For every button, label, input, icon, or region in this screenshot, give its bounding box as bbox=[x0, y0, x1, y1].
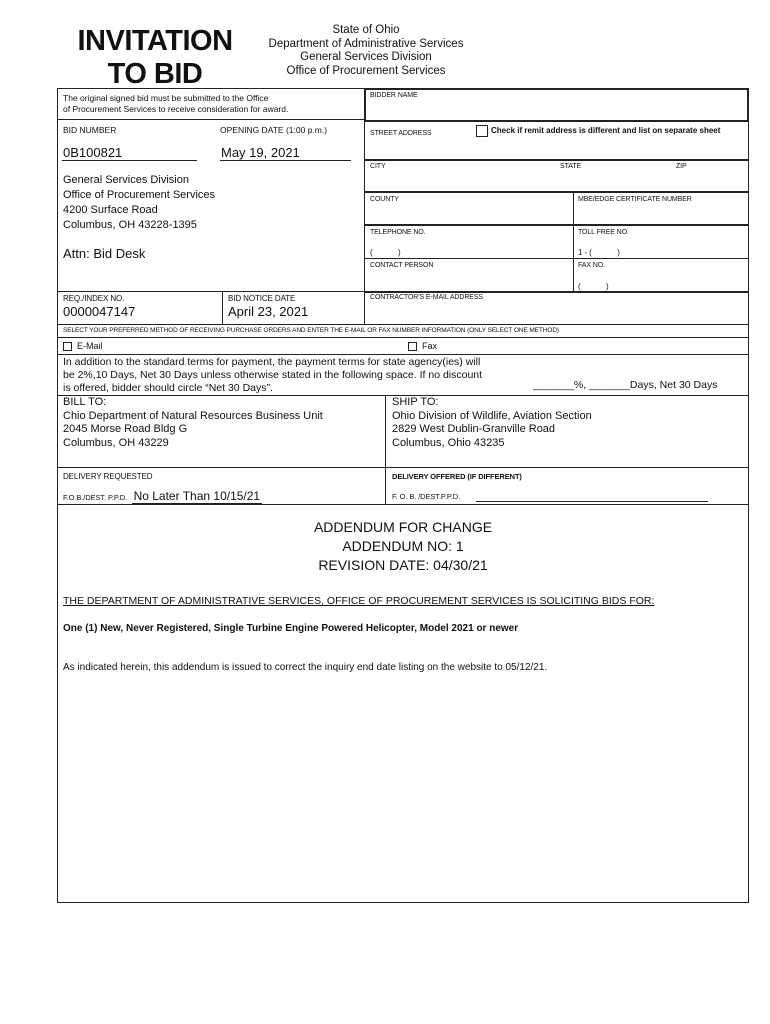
ship-to-line-3: Columbus, Ohio 43235 bbox=[392, 436, 505, 449]
telephone-label: TELEPHONE NO. bbox=[370, 229, 426, 236]
bid-item: One (1) New, Never Registered, Single Turbine Engine Powered Helicopter, Model 2021 or newer bbox=[63, 623, 519, 634]
remit-address-checkbox[interactable] bbox=[476, 125, 720, 137]
opening-date-underline bbox=[220, 160, 351, 161]
opening-date-label: OPENING DATE (1:00 p.m.) bbox=[220, 125, 328, 135]
option-email-label: E-Mail bbox=[77, 341, 103, 351]
divider bbox=[573, 191, 574, 291]
divider bbox=[364, 191, 749, 193]
payment-terms-blank[interactable]: _______%, _______Days, Net 30 Days bbox=[533, 379, 718, 391]
bidder-name-field[interactable] bbox=[364, 88, 749, 122]
mbe-label: MBE/EDGE CERTIFICATE NUMBER bbox=[578, 196, 692, 203]
addendum-note: As indicated herein, this addendum is issued to correct the inquiry end date listing on the website to 05/12/21. bbox=[63, 662, 548, 673]
divider bbox=[57, 291, 364, 292]
delivery-offered-underline[interactable] bbox=[476, 501, 708, 502]
addendum-number: ADDENDUM NO: 1 bbox=[342, 538, 464, 554]
delivery-offered-label: DELIVERY OFFERED (IF DIFFERENT) bbox=[392, 472, 522, 481]
agency-office: Office of Procurement Services bbox=[286, 64, 446, 77]
fax-label: FAX NO. bbox=[578, 262, 605, 269]
ship-to bbox=[392, 396, 592, 450]
req-label: REQ./INDEX NO. bbox=[63, 294, 125, 303]
bid-number-underline bbox=[62, 160, 197, 161]
remit-address-label: Check if remit address is different and list on separate sheet bbox=[491, 126, 721, 136]
divider bbox=[57, 119, 364, 120]
checkbox-icon[interactable] bbox=[476, 125, 488, 137]
title-to-bid: TO BID bbox=[107, 58, 203, 90]
submission-notice bbox=[63, 93, 288, 114]
option-fax-label: Fax bbox=[422, 341, 438, 351]
agency-division: General Services Division bbox=[300, 51, 432, 63]
addendum-header bbox=[57, 518, 749, 575]
req-value: 0000047147 bbox=[63, 304, 136, 319]
divider bbox=[364, 224, 749, 226]
bill-to-line-2: 2045 Morse Road Bldg G bbox=[63, 423, 188, 435]
state-label: STATE bbox=[560, 163, 582, 170]
divider bbox=[57, 337, 749, 338]
email-address-label: CONTRACTOR'S E-MAIL ADDRESS bbox=[370, 294, 483, 301]
street-address-label: STREET ADDRESS bbox=[370, 130, 432, 137]
title-invitation: INVITATION bbox=[77, 25, 233, 57]
divider bbox=[57, 467, 749, 468]
county-label: COUNTY bbox=[370, 196, 399, 203]
payment-terms bbox=[63, 356, 482, 395]
divider bbox=[385, 395, 386, 505]
notice-date-value: April 23, 2021 bbox=[228, 304, 309, 319]
agency-department: Department of Administrative Services bbox=[268, 37, 464, 50]
bill-to-label: BILL TO: bbox=[63, 396, 107, 408]
zip-label: ZIP bbox=[676, 163, 687, 170]
agency-state: State of Ohio bbox=[332, 24, 400, 36]
delivery-requested-label: DELIVERY REQUESTED bbox=[63, 472, 153, 481]
notice-date-label: BID NOTICE DATE bbox=[228, 294, 296, 303]
contact-person-label: CONTACT PERSON bbox=[370, 262, 434, 269]
ship-to-line-2: 2829 West Dublin-Granville Road bbox=[392, 423, 556, 435]
bid-number-label: BID NUMBER bbox=[63, 125, 117, 135]
tollfree-label: TOLL FREE NO. bbox=[578, 229, 629, 236]
agency-header bbox=[250, 24, 482, 78]
address-line-2: Office of Procurement Services bbox=[63, 189, 216, 201]
divider bbox=[364, 291, 749, 293]
return-address bbox=[63, 173, 215, 233]
divider bbox=[364, 88, 365, 324]
option-email[interactable] bbox=[63, 341, 103, 351]
select-method-text: SELECT YOUR PREFERRED METHOD OF RECEIVING PURCHASE ORDERS AND ENTER THE E-MAIL OR FAX NUMBER INFORMATION (ONLY SELECT ONE METHOD) bbox=[63, 327, 559, 334]
divider bbox=[364, 258, 749, 259]
addendum-title: ADDENDUM FOR CHANGE bbox=[313, 519, 493, 535]
payment-line-3: is offered, bidder should circle “Net 30 Days”. bbox=[63, 382, 273, 394]
city-label: CITY bbox=[370, 163, 386, 170]
divider bbox=[222, 291, 223, 324]
soliciting-statement: THE DEPARTMENT OF ADMINISTRATIVE SERVICES, OFFICE OF PROCUREMENT SERVICES IS SOLICITING BIDS FOR: bbox=[63, 595, 655, 607]
bid-number-value: 0B100821 bbox=[63, 145, 123, 160]
ship-to-line-1: Ohio Division of Wildlife, Aviation Section bbox=[392, 409, 592, 422]
bill-to bbox=[63, 396, 323, 450]
bill-to-line-3: Columbus, OH 43229 bbox=[63, 436, 169, 449]
delivery-requested-value: No Later Than 10/15/21 bbox=[133, 489, 261, 503]
delivery-offered-fob: F. O. B. /DEST.P.P.D. bbox=[392, 492, 461, 501]
delivery-requested-row bbox=[63, 487, 262, 505]
divider bbox=[57, 354, 749, 355]
revision-date: REVISION DATE: 04/30/21 bbox=[318, 557, 488, 573]
payment-line-2: be 2%,10 Days, Net 30 Days unless otherwise stated in the following space. If no discount bbox=[63, 369, 483, 381]
address-line-1: General Services Division bbox=[63, 174, 189, 186]
checkbox-icon[interactable] bbox=[63, 342, 72, 351]
telephone-blank[interactable]: ( ) bbox=[370, 248, 401, 257]
fax-blank[interactable]: ( ) bbox=[578, 282, 609, 291]
option-fax[interactable] bbox=[408, 341, 437, 351]
divider bbox=[57, 324, 749, 325]
bill-to-line-1: Chio Department of Natural Resources Business Unit bbox=[63, 409, 323, 422]
notice-line-1: The original signed bid must be submitted to the Office bbox=[63, 93, 269, 103]
fob-label: F.O.B./DEST. P.P.D. bbox=[63, 493, 128, 502]
notice-line-2: of Procurement Services to receive consideration for award. bbox=[63, 103, 289, 114]
address-line-3: 4200 Surface Road bbox=[63, 204, 158, 216]
opening-date-value: May 19, 2021 bbox=[221, 145, 300, 160]
address-line-4: Columbus, OH 43228-1395 bbox=[63, 219, 197, 231]
attn-bid-desk: Attn: Bid Desk bbox=[63, 246, 146, 261]
bidder-name-label: BIDDER NAME bbox=[370, 92, 418, 99]
ship-to-label: SHIP TO: bbox=[392, 396, 439, 408]
payment-line-1: In addition to the standard terms for payment, the payment terms for state agency(ies) will bbox=[63, 356, 481, 368]
tollfree-blank[interactable]: 1 - ( ) bbox=[578, 248, 620, 257]
divider bbox=[364, 159, 749, 161]
checkbox-icon[interactable] bbox=[408, 342, 417, 351]
divider bbox=[57, 504, 749, 505]
